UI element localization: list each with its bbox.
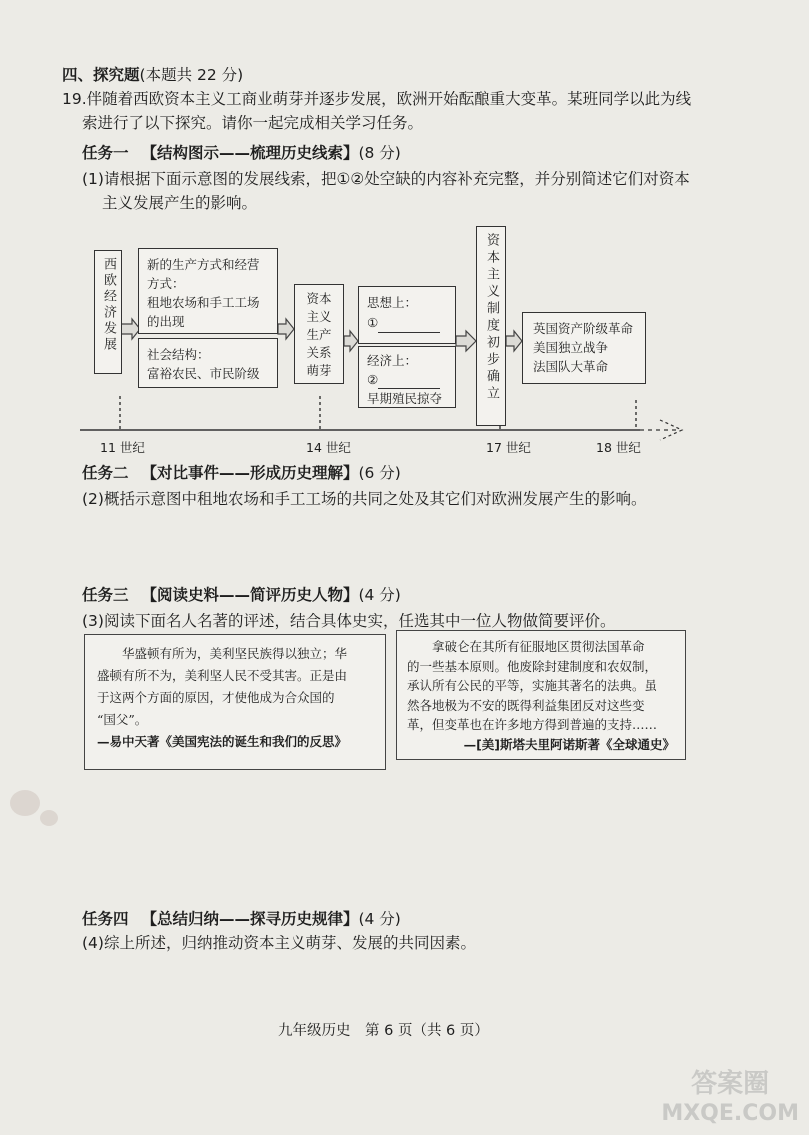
task4-heading <box>82 908 401 930</box>
box-capitalist-sprout <box>294 284 344 384</box>
task2-heading <box>82 462 401 484</box>
section-score: (本题共 22 分) <box>139 66 244 84</box>
quote-washington <box>84 634 386 770</box>
blank-2-line <box>378 375 440 389</box>
watermark-top: 答案圈 <box>691 1069 770 1099</box>
quote2-source: —[美]斯塔夫里阿诺斯著《全球通史》 <box>463 736 675 752</box>
society-line-2: 富裕农民、市民阶级 <box>147 366 260 381</box>
economy-label: 经济上： <box>367 353 418 368</box>
task3-title: 【阅读史料——简评历史人物】 <box>141 586 359 604</box>
quote1-line-2: 盛顿有所不为，美利坚人民不受其害。正是由 <box>97 668 348 683</box>
new-mode-line-2: 方式： <box>147 276 185 291</box>
watermark <box>661 1069 799 1129</box>
quote2-line-3: 承认所有公民的平等，实施其著名的法典。虽 <box>407 678 658 693</box>
thought-label: 思想上： <box>367 295 418 310</box>
box-west-text: 西欧经济发展 <box>101 257 116 353</box>
quote1-line-1: 华盛顿有所为，美利坚民族得以独立；华 <box>122 646 348 661</box>
arrow-2 <box>278 319 294 339</box>
revolution-line-3: 法国队大革命 <box>533 359 609 374</box>
sprout-line-5: 萌芽 <box>306 363 332 378</box>
box-capitalism-established <box>476 226 506 426</box>
task1-question-line-2: 主义发展产生的影响。 <box>102 194 258 212</box>
box-thought <box>358 286 456 344</box>
revolution-line-1: 英国资产阶级革命 <box>533 321 634 336</box>
box-social-structure <box>138 338 278 388</box>
society-line-1: 社会结构： <box>147 347 210 362</box>
task1-score: (8 分) <box>358 144 401 162</box>
sprout-line-1: 资本 <box>306 291 332 306</box>
task4-title: 【总结归纳——探寻历史规律】 <box>141 910 359 928</box>
box-revolutions <box>522 312 646 384</box>
quote1-line-4: “国父”。 <box>97 712 148 727</box>
task4-label: 任务四 <box>82 910 129 928</box>
watermark-bottom: MXQE.COM <box>661 1101 799 1126</box>
blank-1 <box>367 313 447 333</box>
question-line-1: 19.伴随着西欧资本主义工商业萌芽并逐步发展，欧洲开始酝酿重大变革。某班同学以此为线 <box>62 90 692 108</box>
task4-question: (4)综上所述，归纳推动资本主义萌芽、发展的共同因素。 <box>82 934 476 952</box>
new-mode-line-1: 新的生产方式和经营 <box>147 257 260 272</box>
timeline-label-11: 11 世纪 <box>100 440 145 455</box>
section-title: 四、探究题 <box>62 66 140 84</box>
quote2-line-1: 拿破仑在其所有征服地区贯彻法国革命 <box>432 639 645 654</box>
quote2-line-2: 的一些基本原则。他废除封建制度和农奴制， <box>407 658 658 674</box>
box-west-europe-economy <box>94 250 122 374</box>
economy-line-2: 早期殖民掠夺 <box>367 391 443 406</box>
arrow-4 <box>456 331 476 351</box>
blank-2-mark: ② <box>367 372 379 387</box>
sprout-line-3: 生产 <box>306 327 332 342</box>
task3-label: 任务三 <box>82 586 129 604</box>
task2-title: 【对比事件——形成历史理解】 <box>141 464 359 482</box>
task2-question: (2)概括示意图中租地农场和手工工场的共同之处及其它们对欧洲发展产生的影响。 <box>82 490 647 508</box>
task1-title: 【结构图示——梳理历史线索】 <box>141 144 359 162</box>
task3-score: (4 分) <box>358 586 401 604</box>
box-economy <box>358 346 456 408</box>
establish-text: 资本主义制度初步确立 <box>484 233 499 403</box>
quote1-line-3: 于这两个方面的原因，才使他成为合众国的 <box>97 690 335 705</box>
blank-1-mark: ① <box>367 315 379 330</box>
task1-question-line-1: (1)请根据下面示意图的发展线索，把①②处空缺的内容补充完整，并分别简述它们对资本 <box>82 170 690 188</box>
question-line-2: 索进行了以下探究。请你一起完成相关学习任务。 <box>82 114 424 132</box>
box-new-production-mode <box>138 248 278 334</box>
new-mode-line-4: 的出现 <box>147 314 185 329</box>
new-mode-line-3: 租地农场和手工工场 <box>147 295 260 310</box>
paper-smudge <box>10 790 40 816</box>
page-footer: 九年级历史 第 6 页（共 6 页） <box>278 1023 489 1039</box>
revolution-line-2: 美国独立战争 <box>533 340 609 355</box>
task2-score: (6 分) <box>358 464 401 482</box>
task2-label: 任务二 <box>82 464 129 482</box>
sprout-line-2: 主义 <box>306 309 332 324</box>
task3-heading <box>82 584 401 606</box>
sprout-line-4: 关系 <box>306 345 332 360</box>
arrow-1 <box>120 319 140 339</box>
timeline-label-17: 17 世纪 <box>486 440 531 455</box>
task1-label: 任务一 <box>82 144 129 162</box>
quote-napoleon <box>396 630 686 760</box>
task4-score: (4 分) <box>358 910 401 928</box>
arrow-5 <box>506 331 522 351</box>
quote2-line-5: 革，但变革也在许多地方得到普遍的支持…… <box>407 717 658 732</box>
timeline-label-14: 14 世纪 <box>306 440 351 455</box>
task3-question: (3)阅读下面名人名著的评述，结合具体史实，任选其中一位人物做简要评价。 <box>82 612 616 630</box>
quote1-source: —易中天著《美国宪法的诞生和我们的反思》 <box>97 734 348 749</box>
timeline-arrowhead <box>660 420 682 440</box>
paper-smudge <box>40 810 58 826</box>
blank-2 <box>367 370 447 389</box>
timeline-label-18: 18 世纪 <box>596 440 641 455</box>
blank-1-line <box>378 319 440 333</box>
arrow-3 <box>344 331 358 351</box>
quote2-line-4: 然各地极为不安的既得利益集团反对这些变 <box>407 697 645 713</box>
